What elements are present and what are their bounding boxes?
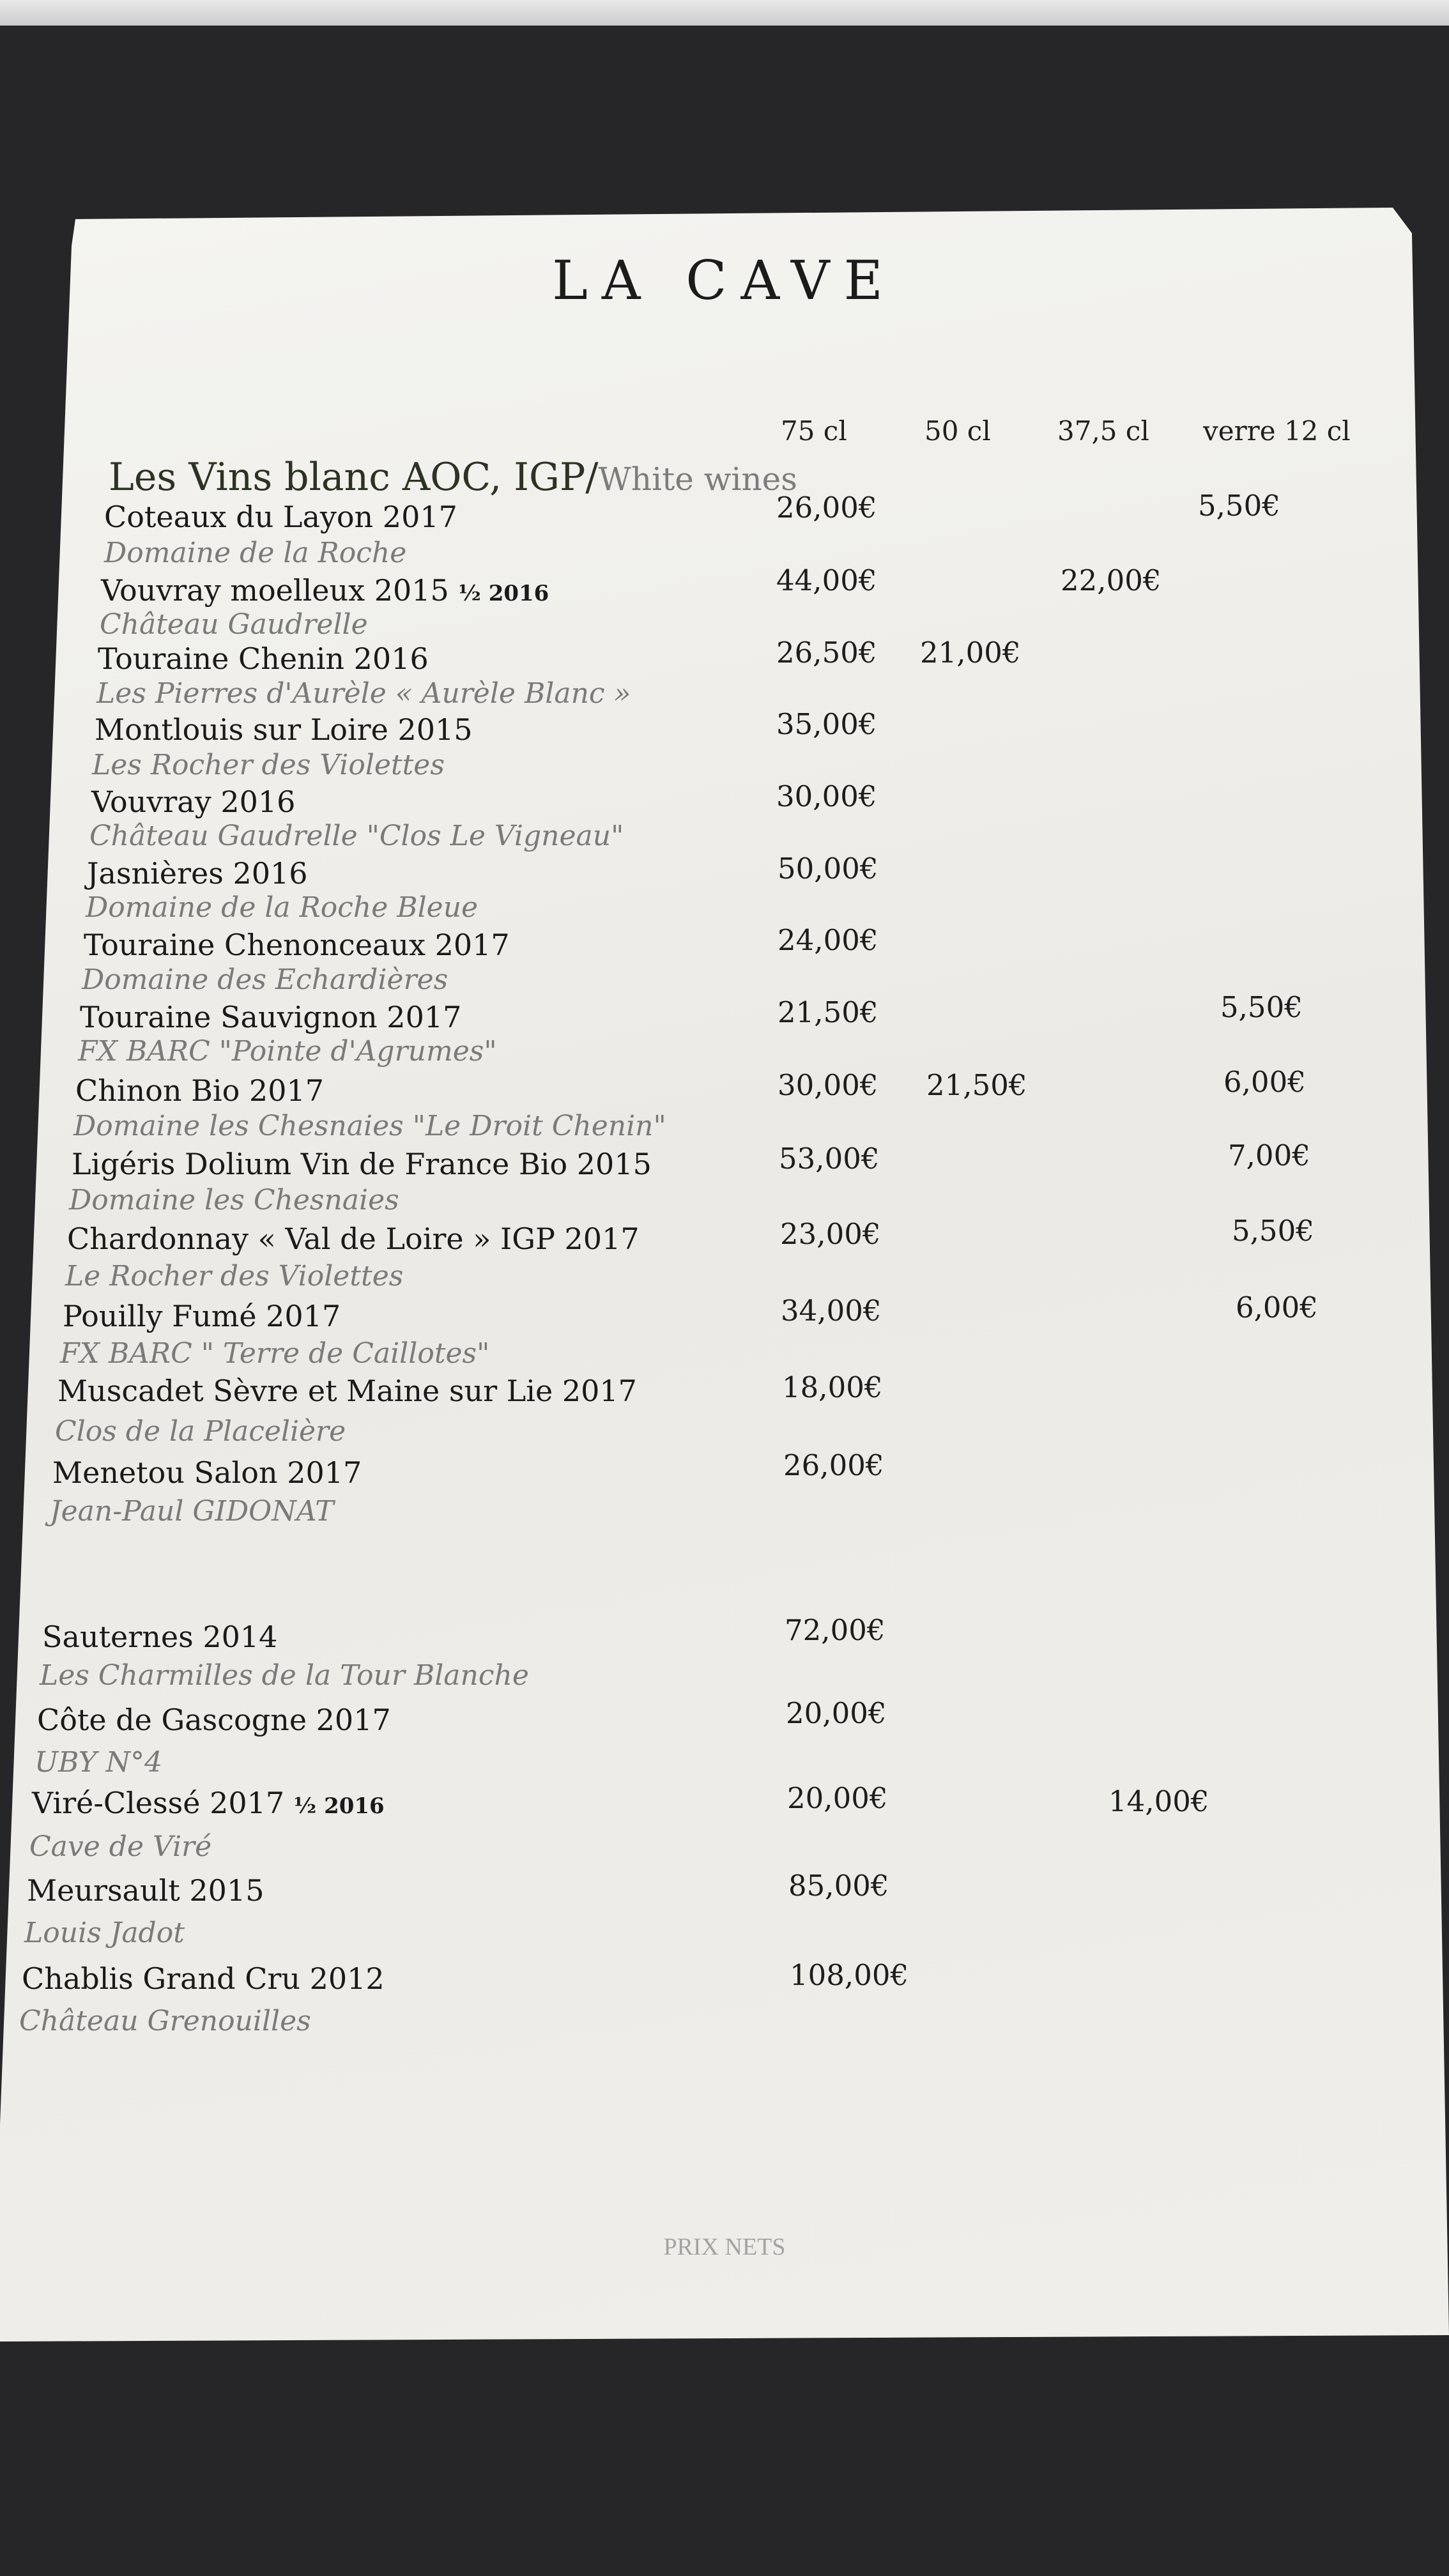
page-title: LA CAVE: [552, 249, 897, 312]
price-verre: 5,50€: [1232, 1214, 1314, 1248]
wine-producer: Le Rocher des Violettes: [65, 1260, 404, 1292]
wine-name: Menetou Salon 2017: [52, 1455, 362, 1490]
wine-name: Chablis Grand Cru 2012: [22, 1961, 385, 1996]
column-header-75cl: 75 cl: [781, 415, 847, 447]
half-bottle-vintage: ½ 2016: [458, 581, 549, 606]
wine-producer: Les Charmilles de la Tour Blanche: [40, 1659, 529, 1692]
price-verre: 6,00€: [1223, 1065, 1306, 1099]
wine-name: [101, 573, 549, 608]
wine-name-text: Vouvray moelleux 2015: [101, 573, 449, 608]
price-75cl: 85,00€: [788, 1869, 889, 1903]
wine-producer: Domaine les Chesnaies: [69, 1184, 399, 1216]
wine-name: Touraine Chenin 2016: [98, 641, 429, 676]
price-verre: 7,00€: [1228, 1138, 1310, 1172]
wine-name: Pouilly Fumé 2017: [63, 1299, 341, 1333]
wine-producer: Les Rocher des Violettes: [92, 749, 445, 781]
column-header-verre: verre 12 cl: [1203, 415, 1351, 447]
price-verre: 6,00€: [1236, 1291, 1318, 1324]
price-75cl: 26,50€: [776, 636, 877, 670]
wine-name: Montlouis sur Loire 2015: [95, 712, 473, 747]
wine-producer: Château Gaudrelle: [100, 608, 368, 641]
wine-producer: Clos de la Placelière: [55, 1415, 346, 1448]
price-75cl: 72,00€: [785, 1613, 885, 1647]
column-header-50cl: 50 cl: [924, 415, 991, 447]
wine-producer: Les Pierres d'Aurèle « Aurèle Blanc »: [96, 677, 631, 710]
wine-name: Touraine Sauvignon 2017: [80, 1000, 462, 1034]
price-75cl: 35,00€: [776, 707, 877, 741]
price-75cl: 23,00€: [780, 1217, 881, 1251]
wine-producer: FX BARC "Pointe d'Agrumes": [78, 1035, 497, 1068]
wine-producer: Domaine des Echardières: [82, 963, 448, 996]
section-title: [109, 455, 797, 500]
price-75cl: 20,00€: [787, 1781, 888, 1815]
wine-name: Coteaux du Layon 2017: [104, 500, 457, 534]
wine-producer: Cave de Viré: [29, 1830, 212, 1863]
wine-name: Jasnières 2016: [87, 856, 308, 891]
wine-name: Ligéris Dolium Vin de France Bio 2015: [72, 1147, 652, 1181]
wine-producer: FX BARC " Terre de Caillotes": [60, 1337, 490, 1370]
price-75cl: 44,00€: [776, 564, 877, 597]
wine-name: Sauternes 2014: [42, 1620, 278, 1654]
footer-prix-nets: PRIX NETS: [663, 2234, 786, 2260]
wine-producer: Château Gaudrelle "Clos Le Vigneau": [89, 820, 624, 852]
wine-producer: UBY N°4: [34, 1746, 163, 1779]
price-75cl: 34,00€: [781, 1294, 882, 1328]
wine-name: Côte de Gascogne 2017: [37, 1703, 391, 1737]
wine-name: Touraine Chenonceaux 2017: [84, 928, 510, 962]
price-37-5cl: 22,00€: [1061, 564, 1162, 597]
price-75cl: 21,50€: [778, 995, 878, 1029]
wine-producer: Jean-Paul GIDONAT: [50, 1495, 334, 1528]
wine-producer: Domaine de la Roche Bleue: [86, 891, 479, 924]
wine-name: Muscadet Sèvre et Maine sur Lie 2017: [57, 1374, 637, 1408]
price-75cl: 53,00€: [779, 1142, 880, 1176]
wine-name: [32, 1786, 385, 1820]
price-75cl: 24,00€: [778, 923, 878, 957]
section-title-text: Les Vins blanc AOC, IGP/: [109, 455, 599, 500]
section-subtitle: White wines: [598, 461, 797, 498]
price-verre: 5,50€: [1198, 489, 1280, 523]
price-50cl: 21,00€: [920, 636, 1021, 670]
wine-producer: Domaine de la Roche: [104, 537, 407, 569]
wine-name: Chardonnay « Val de Loire » IGP 2017: [67, 1222, 640, 1256]
half-bottle-vintage: ½ 2016: [293, 1793, 385, 1819]
price-75cl: 30,00€: [776, 779, 877, 813]
price-75cl: 50,00€: [778, 852, 878, 885]
price-75cl: 108,00€: [790, 1958, 909, 1992]
wine-name: Meursault 2015: [27, 1873, 264, 1908]
price-75cl: 26,00€: [783, 1448, 884, 1482]
wine-producer: Louis Jadot: [24, 1917, 185, 1949]
wine-name: Vouvray 2016: [91, 785, 296, 819]
wine-producer: Domaine les Chesnaies "Le Droit Chenin": [73, 1110, 666, 1142]
price-75cl: 30,00€: [778, 1068, 878, 1102]
wine-name-text: Viré-Clessé 2017: [32, 1786, 285, 1820]
price-75cl: 20,00€: [786, 1696, 887, 1730]
price-75cl: 26,00€: [776, 491, 877, 525]
price-75cl: 18,00€: [782, 1370, 883, 1404]
wine-producer: Château Grenouilles: [19, 2005, 311, 2037]
column-header-37-5cl: 37,5 cl: [1057, 415, 1149, 447]
price-37-5cl: 14,00€: [1108, 1784, 1209, 1818]
price-verre: 5,50€: [1220, 990, 1303, 1024]
wine-name: Chinon Bio 2017: [75, 1073, 325, 1108]
price-50cl: 21,50€: [926, 1068, 1027, 1102]
